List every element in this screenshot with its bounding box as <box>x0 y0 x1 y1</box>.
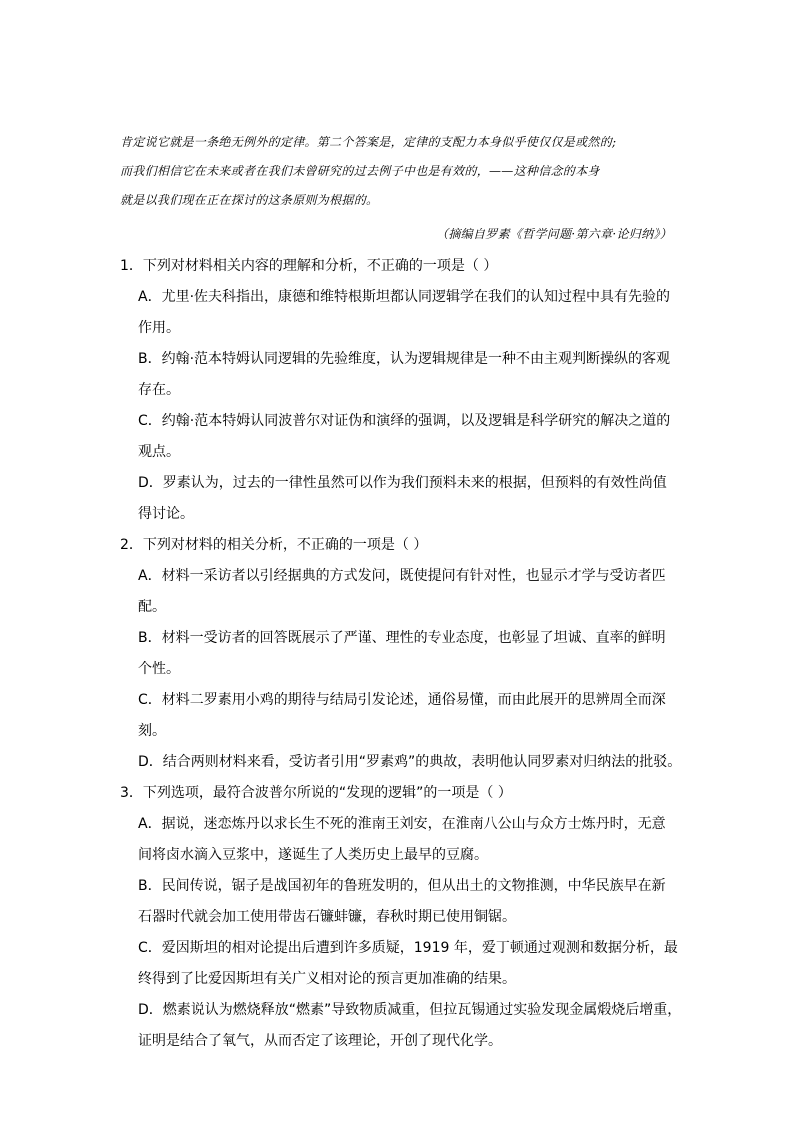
question-2-option-d: D．结合两则材料来看，受访者引用“罗素鸡”的典故，表明他认同罗素对归纳法的批驳。 <box>138 754 682 770</box>
question-3-option-b-cont: 石器时代就会加工使用带齿石镰蚌镰，春秋时期已使用铜锯。 <box>138 909 516 925</box>
question-3-option-c: C．爱因斯坦的相对论提出后遭到许多质疑，1919 年，爱丁顿通过观测和数据分析，最 <box>138 940 678 956</box>
question-1-option-c: C．约翰·范本特姆认同波普尔对证伪和演绎的强调，以及逻辑是科学研究的解决之道的 <box>138 413 671 429</box>
question-2-stem: 2．下列对材料的相关分析，不正确的一项是（ ） <box>120 537 428 553</box>
question-1-stem: 1．下列对材料相关内容的理解和分析，不正确的一项是（ ） <box>120 258 498 274</box>
question-1-option-d: D．罗素认为，过去的一律性虽然可以作为我们预料未来的根据，但预料的有效性尚值 <box>138 475 667 491</box>
question-2-option-b-cont: 个性。 <box>138 661 180 677</box>
passage-line-2: 而我们相信它在未来或者在我们未曾研究的过去例子中也是有效的，——这种信念的本身 <box>120 164 600 178</box>
question-3-option-b: B．民间传说，锯子是战国初年的鲁班发明的，但从出土的文物推测，中华民族早在新 <box>138 878 666 894</box>
question-3-option-d: D．燃素说认为燃烧释放“燃素”导致物质减重，但拉瓦锡通过实验发现金属煅烧后增重， <box>138 1002 682 1018</box>
question-3-option-a-cont: 间将卤水滴入豆浆中，遂诞生了人类历史上最早的豆腐。 <box>138 847 488 863</box>
question-3-option-c-cont: 终得到了比爱因斯坦有关广义相对论的预言更加准确的结果。 <box>138 971 516 987</box>
question-2-option-a-cont: 配。 <box>138 599 166 615</box>
question-1-option-d-cont: 得讨论。 <box>138 506 194 522</box>
question-1-option-b: B．约翰·范本特姆认同逻辑的先验维度，认为逻辑规律是一种不由主观判断操纵的客观 <box>138 351 671 367</box>
question-1-option-b-cont: 存在。 <box>138 382 180 398</box>
passage-source: （摘编自罗素《哲学问题·第六章·论归纳》） <box>436 227 672 241</box>
question-1-option-a: A．尤里·佐夫科指出，康德和维特根斯坦都认同逻辑学在我们的认知过程中具有先验的 <box>138 289 671 305</box>
question-2-option-c: C．材料二罗素用小鸡的期待与结局引发论述，通俗易懂，而由此展开的思辨周全而深 <box>138 692 666 708</box>
passage-line-1: 肯定说它就是一条绝无例外的定律。第二个答案是，定律的支配力本身似乎使仅仅是或然的; <box>120 135 617 149</box>
question-3-stem: 3．下列选项，最符合波普尔所说的“发现的逻辑”的一项是（ ） <box>120 785 512 801</box>
question-3-option-a: A．据说，迷恋炼丹以求长生不死的淮南王刘安，在淮南八公山与众方士炼丹时，无意 <box>138 816 666 832</box>
question-2-option-c-cont: 刻。 <box>138 723 166 739</box>
question-1-option-c-cont: 观点。 <box>138 444 180 460</box>
question-1-option-a-cont: 作用。 <box>138 320 180 336</box>
question-3-option-d-cont: 证明是结合了氧气，从而否定了该理论，开创了现代化学。 <box>138 1033 502 1049</box>
question-2-option-a: A．材料一采访者以引经据典的方式发问，既使提问有针对性，也显示才学与受访者匹 <box>138 568 666 584</box>
question-2-option-b: B．材料一受访者的回答既展示了严谨、理性的专业态度，也彰显了坦诚、直率的鲜明 <box>138 630 666 646</box>
passage-line-3: 就是以我们现在正在探讨的这条原则为根据的。 <box>120 193 379 207</box>
